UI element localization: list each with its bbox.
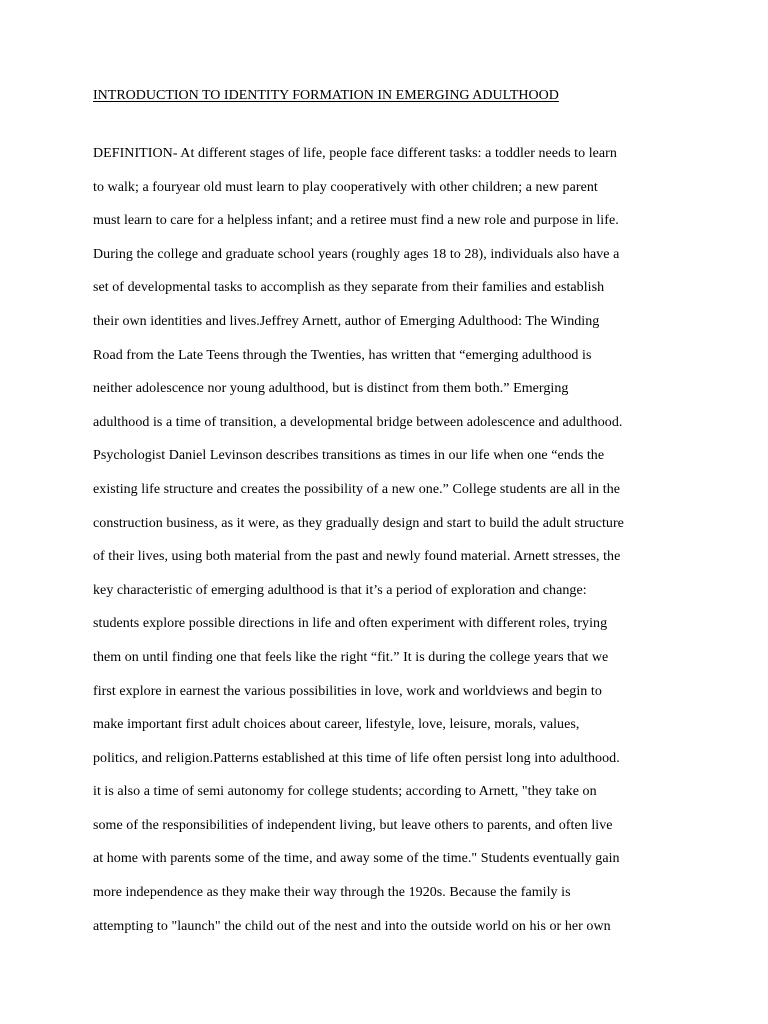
body-line: of their lives, using both material from the past and newly found material. Arnett stresses, the <box>93 549 621 565</box>
body-line: at home with parents some of the time, and away some of the time." Students eventually gain <box>93 851 620 867</box>
document-title: INTRODUCTION TO IDENTITY FORMATION IN EMERGING ADULTHOOD <box>93 88 559 103</box>
body-line: must learn to care for a helpless infant; and a retiree must find a new role and purpose in life. <box>93 213 619 229</box>
body-line: students explore possible directions in life and often experiment with different roles, trying <box>93 616 608 632</box>
body-line: it is also a time of semi autonomy for college students; according to Arnett, "they take on <box>93 784 597 800</box>
body-line: Road from the Late Teens through the Twenties, has written that “emerging adulthood is <box>93 347 592 363</box>
body-line: neither adolescence nor young adulthood, but is distinct from them both.” Emerging <box>93 381 569 397</box>
body-line: attempting to "launch" the child out of the nest and into the outside world on his or her own <box>93 918 611 934</box>
body-line: construction business, as it were, as they gradually design and start to build the adult structure <box>93 515 624 531</box>
body-line: their own identities and lives.Jeffrey Arnett, author of Emerging Adulthood: The Winding <box>93 313 600 329</box>
body-line: first explore in earnest the various possibilities in love, work and worldviews and begin to <box>93 683 602 699</box>
body-line: politics, and religion.Patterns established at this time of life often persist long into adulthood. <box>93 750 620 766</box>
body-line: adulthood is a time of transition, a developmental bridge between adolescence and adulthood. <box>93 414 623 430</box>
body-line: Psychologist Daniel Levinson describes transitions as times in our life when one “ends the <box>93 448 605 464</box>
body-line: key characteristic of emerging adulthood is that it’s a period of exploration and change: <box>93 582 587 598</box>
body-line: more independence as they make their way through the 1920s. Because the family is <box>93 885 571 901</box>
body-line: make important first adult choices about career, lifestyle, love, leisure, morals, values, <box>93 717 580 733</box>
body-line: During the college and graduate school years (roughly ages 18 to 28), individuals also have a <box>93 246 620 262</box>
body-line: existing life structure and creates the possibility of a new one.” College students are all in the <box>93 481 621 497</box>
body-line: DEFINITION- At different stages of life, people face different tasks: a toddler needs to learn <box>93 146 617 161</box>
body-line: some of the responsibilities of independent living, but leave others to parents, and often live <box>93 817 613 833</box>
body-line: to walk; a fouryear old must learn to play cooperatively with other children; a new parent <box>93 179 598 195</box>
body-line: set of developmental tasks to accomplish as they separate from their families and establish <box>93 280 605 296</box>
body-line: them on until finding one that feels like the right “fit.” It is during the college years that we <box>93 649 609 665</box>
document-body <box>93 142 683 948</box>
